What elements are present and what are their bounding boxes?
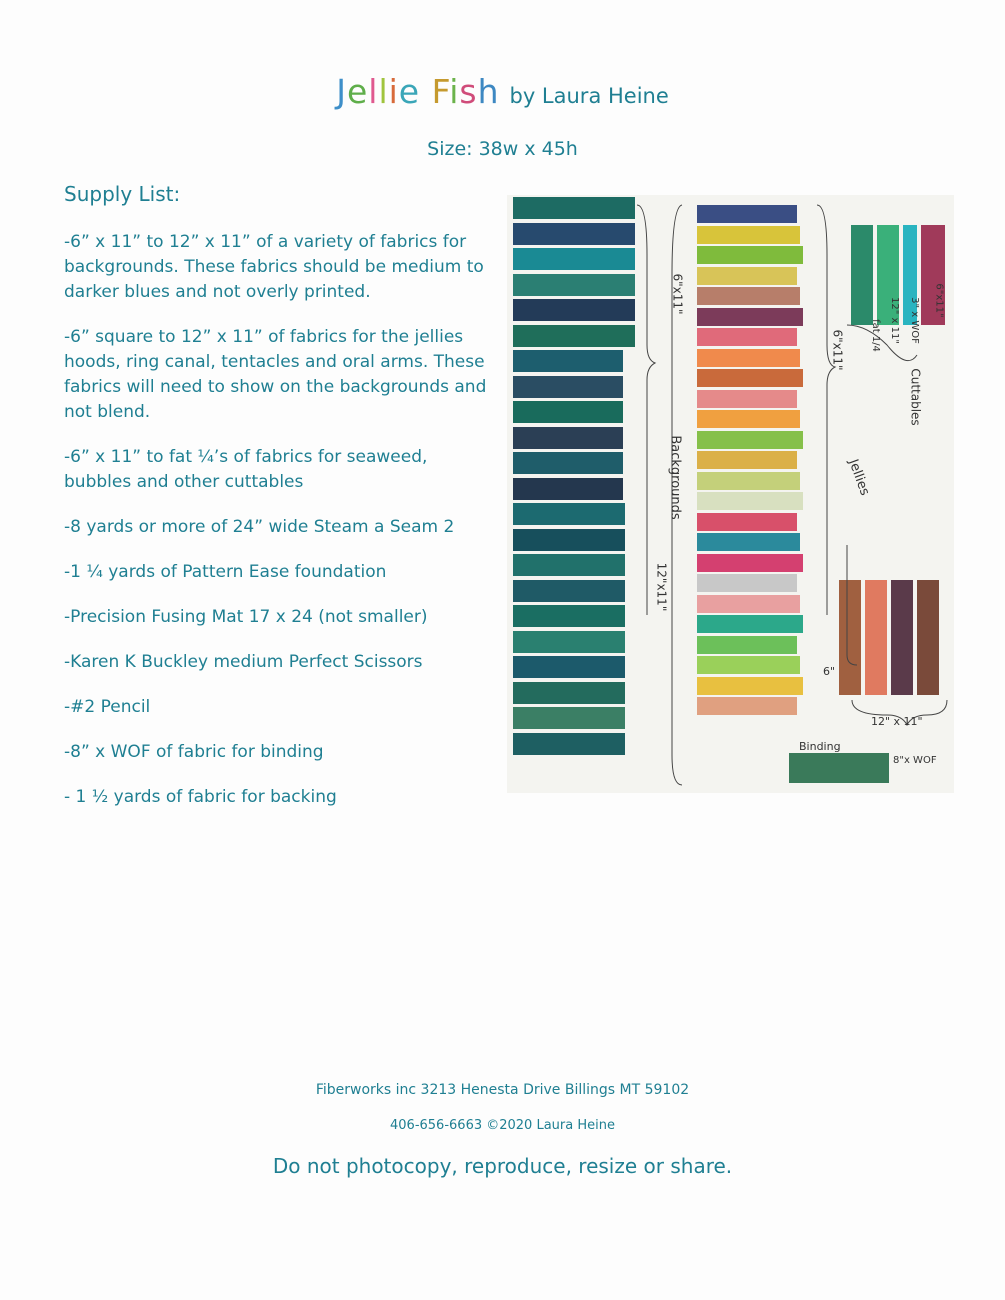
supply-item: -1 ¼ yards of Pattern Ease foundation <box>64 562 387 582</box>
label-6x11-mid: 6"x11" <box>830 329 845 371</box>
pattern-title <box>336 72 499 111</box>
quilt-size: Size: 38w x 45h <box>427 138 578 160</box>
title-letter: i <box>388 72 399 111</box>
title-letter: i <box>449 72 460 111</box>
bracket-lines <box>507 195 954 793</box>
author-byline: by Laura Heine <box>509 84 669 108</box>
supply-item: -#2 Pencil <box>64 697 151 717</box>
label-12x11-small: 12" x 11" <box>888 297 900 344</box>
label-6x11-left: 6"x11" <box>670 273 685 315</box>
title-letter <box>420 72 432 111</box>
label-6x11-small: 6"x11" <box>933 283 945 318</box>
fabric-swatches-photo <box>507 195 954 793</box>
supply-item: -Karen K Buckley medium Perfect Scissors <box>64 652 423 672</box>
label-binding: Binding <box>799 740 841 753</box>
title-letter: J <box>336 72 347 111</box>
title-letter: l <box>378 72 389 111</box>
title-letter: e <box>398 72 421 111</box>
footer-notice: Do not photocopy, reproduce, resize or share. <box>272 1154 733 1178</box>
title-letter: l <box>368 72 379 111</box>
title-letter: F <box>431 72 450 111</box>
label-backgrounds: Backgrounds <box>667 435 683 520</box>
supply-item: -8 yards or more of 24” wide Steam a Seam 2 <box>64 517 455 537</box>
title-letter: s <box>459 72 478 111</box>
label-6-small: 6" <box>823 665 836 678</box>
label-cuttables: Cuttables <box>908 368 923 426</box>
supply-item: - 1 ½ yards of fabric for backing <box>64 787 337 807</box>
supply-item: -6” square to 12” x 11” of fabrics for the jellies hoods, ring canal, tentacles and oral arms. These fabrics will need to show on the backgrounds and not blend. <box>64 327 487 422</box>
footer-phone-copyright: 406-656-6663 ©2020 Laura Heine <box>390 1118 615 1133</box>
footer-address: Fiberworks inc 3213 Henesta Drive Billings MT 59102 <box>315 1082 690 1098</box>
title-letter: e <box>346 72 369 111</box>
supply-item: -Precision Fusing Mat 17 x 24 (not smaller) <box>64 607 428 627</box>
label-12x11-left: 12"x11" <box>654 562 669 612</box>
supply-item: -6” x 11” to fat ¼’s of fabrics for seaweed, bubbles and other cuttables <box>64 447 428 492</box>
title-letter: h <box>477 72 500 111</box>
supply-item: -8” x WOF of fabric for binding <box>64 742 324 762</box>
title-row <box>0 72 1005 111</box>
label-8xwof: 8"x WOF <box>893 755 937 766</box>
supply-item: -6” x 11” to 12” x 11” of a variety of fabrics for backgrounds. These fabrics should be medium to darker blues and not overly printed. <box>64 232 484 302</box>
label-fat-quarter: fat 1/4 <box>869 319 881 352</box>
supply-list <box>64 182 494 830</box>
supply-list-heading: Supply List: <box>64 182 181 206</box>
label-3xwof: 3" x WOF <box>908 297 920 344</box>
label-12x11-bottom: 12" x 11" <box>871 715 923 728</box>
label-jellies: Jellies <box>845 457 873 498</box>
